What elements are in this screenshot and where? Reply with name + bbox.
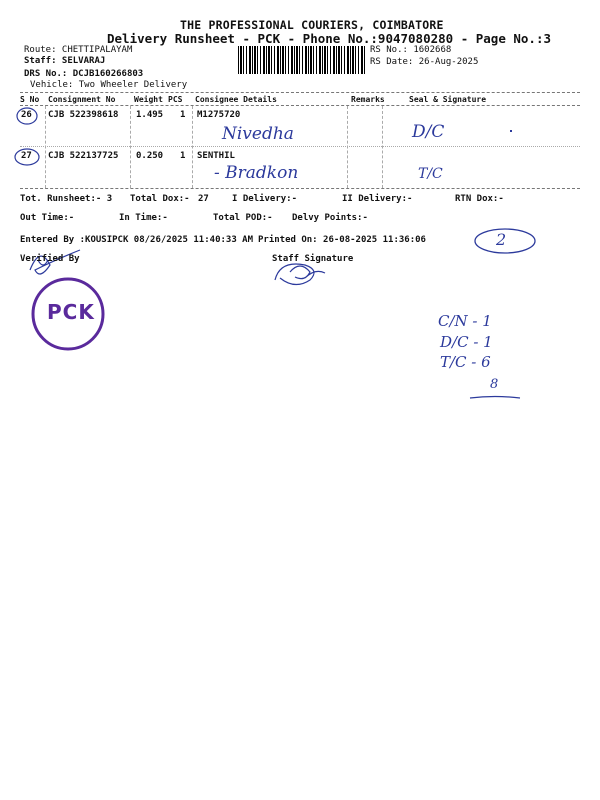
staff: Staff: SELVARAJ [24,56,106,66]
tally-note: C/N - 1 [438,312,492,330]
row-pcs: 1 [180,151,186,161]
row-pcs: 1 [180,110,186,120]
tot-runsheet: Tot. Runsheet:- 3 [20,194,113,204]
runsheet-title: Delivery Runsheet - PCK - Phone No.:9047080280 - Page No.:3 [107,31,552,46]
col-consignment: Consignment No [48,95,116,104]
tally-total: 8 [490,377,499,392]
circled-number: 2 [496,230,507,249]
rs-date: RS Date: 26-Aug-2025 [370,57,479,67]
col-weight: Weight [134,95,163,104]
col-seal: Seal & Signature [409,95,487,104]
printed-on: Printed On: 26-08-2025 11:36:06 [258,235,426,245]
row-weight: 1.495 [136,110,164,120]
handwritten-receiver: - Bradkon [214,163,299,183]
entered-by: Entered By :KOUSIPCK 08/26/2025 11:40:33 AM [20,235,253,245]
pck-stamp: PCK [47,300,95,324]
delvy-points: Delvy Points:- [292,213,368,223]
company-title: THE PROFESSIONAL COURIERS, COIMBATORE [180,18,444,32]
tally-note: D/C - 1 [440,333,493,351]
tally-underline [470,397,520,399]
drs-number: DRS No.: DCJB160266803 [24,69,144,79]
col-consignee: Consignee Details [195,95,277,104]
total-dox-value: 27 [198,194,209,204]
vehicle: Vehicle: Two Wheeler Delivery [30,80,188,90]
row-consignment: CJB 522398618 [48,110,119,120]
i-delivery: I Delivery:- [232,194,298,204]
staff-signature-label: Staff Signature [272,254,354,264]
row-sno: 26 [21,110,32,120]
staff-signature-scribble [275,264,325,285]
row-consignee: SENTHIL [197,151,235,161]
handwritten-seal: T/C [418,166,443,182]
circle-mark [17,108,37,124]
col-pcs: PCS [168,95,183,104]
circle-mark [15,149,39,165]
handwritten-seal: D/C [412,122,445,142]
rs-number: RS No.: 1602668 [370,45,452,55]
rtn-dox: RTN Dox:- [455,194,504,204]
col-sno: S No [20,95,40,104]
col-remarks: Remarks [351,95,385,104]
row-consignment: CJB 522137725 [48,151,119,161]
total-dox: Total Dox:- [130,194,190,204]
tally-note: T/C - 6 [440,353,491,371]
row-consignee: M1275720 [197,110,241,120]
in-time: In Time:- [119,213,168,223]
total-pod: Total POD:- [213,213,273,223]
ii-delivery: II Delivery:- [342,194,413,204]
row-sno: 27 [21,151,32,161]
verified-by-label: Verified By [20,254,80,264]
row-weight: 0.250 [136,151,164,161]
route: Route: CHETTIPALAYAM [24,45,133,55]
handwritten-receiver: Nivedha [222,124,294,144]
out-time: Out Time:- [20,213,75,223]
